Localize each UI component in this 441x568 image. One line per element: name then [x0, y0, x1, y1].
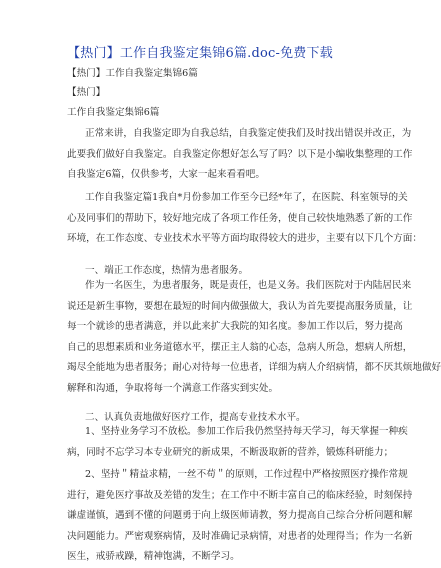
paragraph-line: 竭尽全能地为患者服务；耐心对待每一位患者，详细为病人介绍病情，都不厌其烦地做好	[67, 362, 441, 373]
intro-line: 此要我们做好自我鉴定。自我鉴定你想好怎么写了吗？以下是小编收集整理的工作	[67, 148, 413, 160]
intro-paragraph	[67, 124, 413, 186]
paragraph-4	[67, 465, 413, 568]
paragraph-line: 谦虚谨慎，遇到不懂的问题勇于向上级医师请教，努力提高自己综合分析问题和解	[67, 510, 413, 521]
intro-line: 正常来讲，自我鉴定即为自我总结，自我鉴定使我们及时找出错误并改正，为	[85, 128, 412, 139]
paragraph-line: 1、坚持业务学习不放松。参加工作后我仍然坚持每天学习，每天掌握一种疾	[85, 426, 408, 437]
paragraph-line: 说还是新生事物，要想在最短的时间内做强做大，我认为首先要提高服务质量，让	[67, 300, 413, 312]
tag-label: 【热门】	[67, 87, 106, 98]
paragraph-line: 进行，避免医疗事故及差错的发生；在工作中不断丰富自己的临床经验，时刻保持	[67, 489, 413, 501]
paragraph-line: 自己的思想素质和业务道德水平，摆正主人翁的心态，急病人所急，想病人所想，	[67, 341, 413, 353]
paragraph-line: 解释和沟通，争取将每一个满意工作落实到实处。	[67, 382, 279, 394]
paragraph-line: 病，同时不忘学习本专业研究的新成果，不断汲取新的营养，锻炼科研能力；	[67, 446, 394, 458]
paragraph-line: 心及同事们的帮助下，较好地完成了各项工作任务，使自己较快地熟悉了新的工作	[67, 212, 413, 224]
paragraph-line: 医生，戒骄戒躁，精神饱满，不断学习。	[67, 551, 240, 562]
section-2-heading: 二、认真负责地做好医疗工作，提高专业技术水平。	[85, 412, 306, 423]
paragraph-3	[67, 422, 408, 463]
paragraph-1	[67, 188, 422, 250]
intro-line: 自我鉴定6篇，仅供参考，大家一起来看看吧。	[67, 169, 265, 180]
paragraph-line: 每一个就诊的患者满意，并以此来扩大我院的知名度。参加工作以后，努力提高	[67, 321, 403, 332]
paragraph-2	[67, 276, 441, 399]
paragraph-line: 环境，在工作态度、专业技术水平等方面均取得较大的进步，主要有以下几个方面：	[67, 233, 422, 244]
paragraph-line: 决问题能力。严密观察病情，及时准确记录病情，对患者的处理得当；作为一名新	[67, 530, 413, 542]
paragraph-line: 工作自我鉴定篇1我自*月份参加工作至今已经*年了，在医院、科室领导的关	[85, 192, 408, 203]
document-title[interactable]: 【热门】工作自我鉴定集锦6篇.doc-免费下载	[67, 46, 333, 61]
section-heading: 工作自我鉴定集锦6篇	[67, 107, 160, 118]
paragraph-line: 作为一名医生，为患者服务，既是责任，也是义务。我们医院对于内陆居民来	[85, 280, 412, 291]
document-subtitle: 【热门】工作自我鉴定集锦6篇	[67, 68, 198, 79]
section-1-heading: 一、端正工作态度，热情为患者服务。	[85, 265, 249, 276]
paragraph-line: 2、坚持＂精益求精，一丝不苟＂的原则，工作过程中严格按照医疗操作常规	[85, 469, 408, 480]
